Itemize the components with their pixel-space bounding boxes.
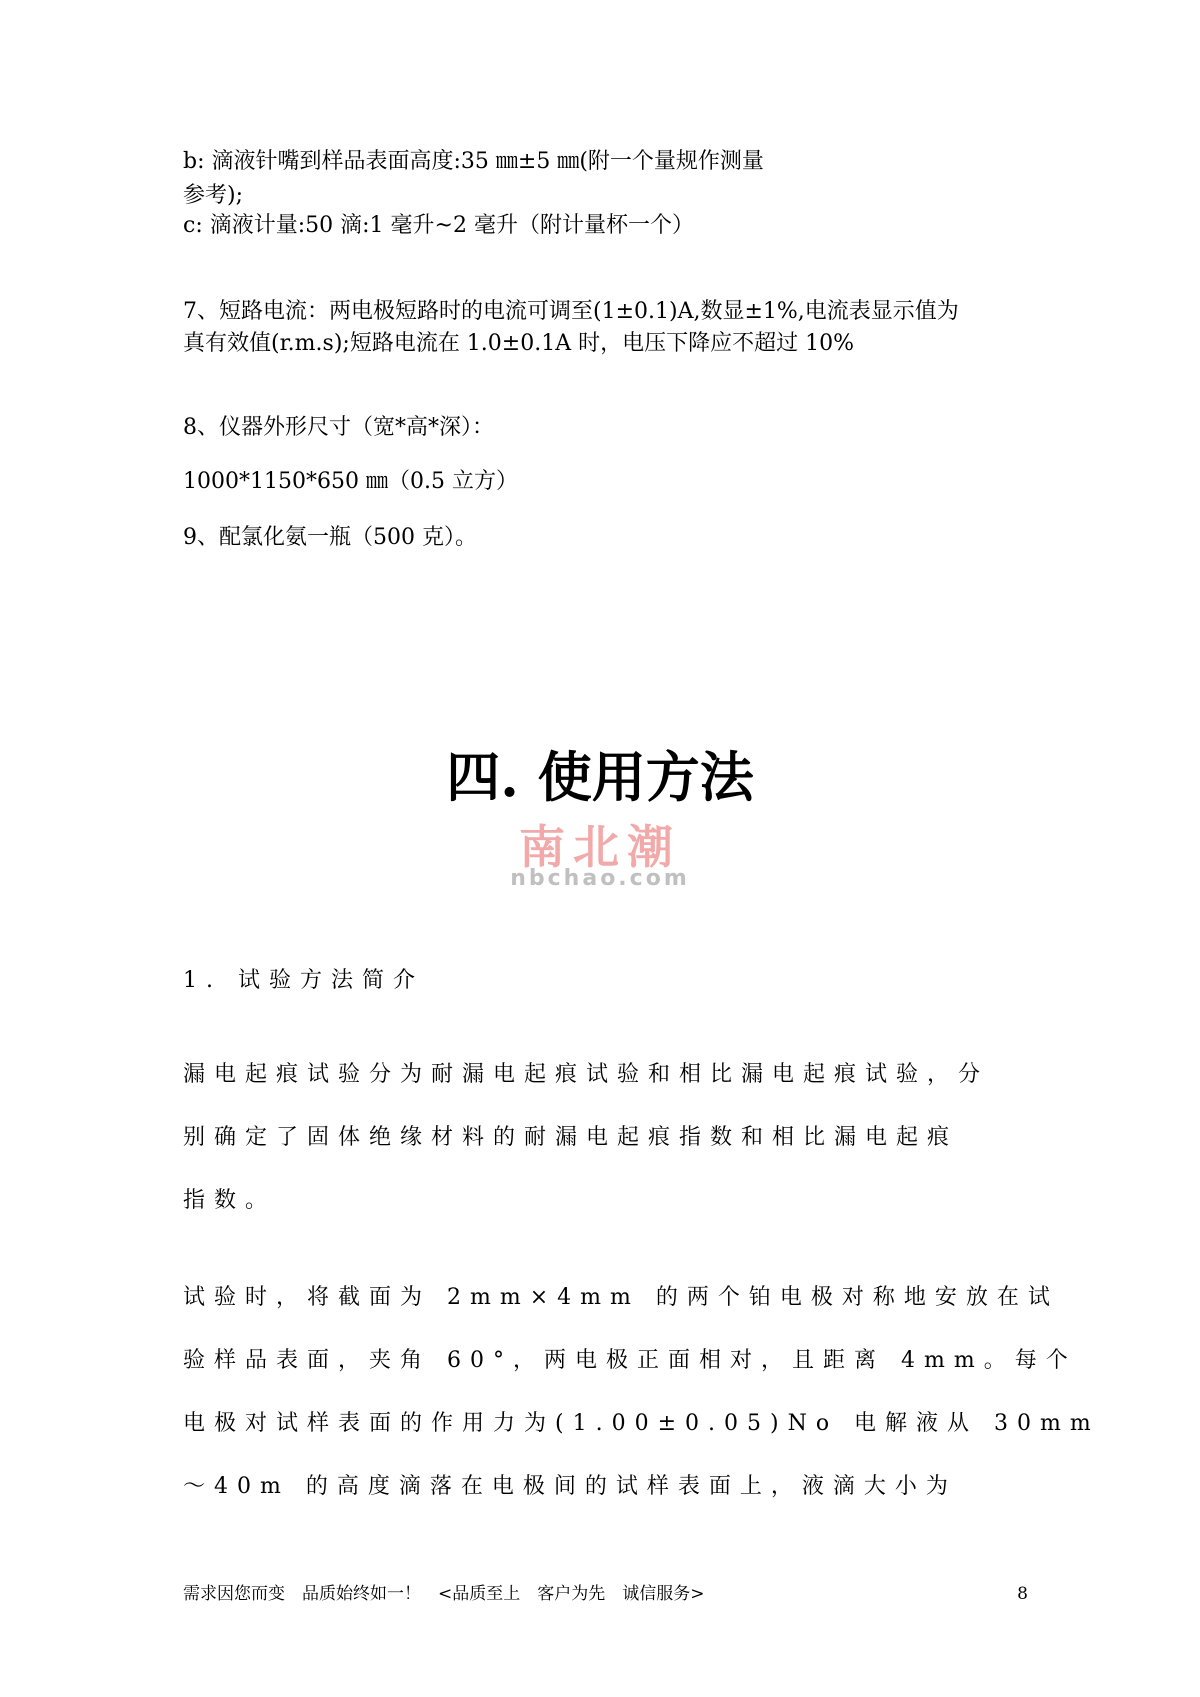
spec-line-b-part1: b: 滴液针嘴到样品表面高度:35 ㎜±5 ㎜(附一个量规作测量 (183, 149, 764, 174)
paragraph-2-line1: 试验时，将截面为 2mm×4mm 的两个铂电极对称地安放在试 (183, 1285, 1059, 1310)
paragraph-2-line2: 验样品表面，夹角 60°，两电极正面相对，且距离 4mm。每个 (183, 1348, 1077, 1373)
spec-item-8: 8、仪器外形尺寸（宽*高*深）： (183, 415, 494, 440)
paragraph-1-line3: 指数。 (183, 1188, 277, 1213)
spec-item-7-line1: 7、短路电流：两电极短路时的电流可调至(1±0.1)A,数显±1%,电流表显示值为 (183, 299, 959, 324)
spec-item-9: 9、配氯化氨一瓶（500 克）。 (183, 525, 477, 550)
footer-slogan: 需求因您而变 品质始终如一！ <品质至上 客户为先 诚信服务> (183, 1584, 705, 1604)
spec-item-8-dimensions: 1000*1150*650 ㎜（0.5 立方） (183, 469, 518, 494)
watermark-logo-en: nbchao.com (510, 866, 690, 891)
paragraph-2-line4: ～40m 的高度滴落在电极间的试样表面上，液滴大小为 (183, 1474, 957, 1499)
spec-line-c: c: 滴液计量:50 滴:1 毫升~2 毫升（附计量杯一个） (183, 213, 694, 238)
paragraph-1-line1: 漏电起痕试验分为耐漏电起痕试验和相比漏电起痕试验，分 (183, 1062, 990, 1087)
paragraph-1-line2: 别确定了固体绝缘材料的耐漏电起痕指数和相比漏电起痕 (183, 1125, 959, 1150)
watermark-logo-cn: 南北潮 (519, 820, 681, 874)
page-number: 8 (1017, 1584, 1028, 1604)
paragraph-2-line3: 电极对试样表面的作用力为(1.00±0.05)No 电解液从 30mm (183, 1411, 1100, 1436)
spec-item-7-line2: 真有效值(r.m.s);短路电流在 1.0±0.1A 时，电压下降应不超过 10% (183, 331, 854, 356)
method-subheading: 1. 试验方法简介 (183, 968, 424, 993)
page-footer (183, 1583, 1028, 1605)
section-heading: 四. 使用方法 (446, 745, 754, 809)
spec-line-b-part2: 参考); (183, 183, 243, 208)
